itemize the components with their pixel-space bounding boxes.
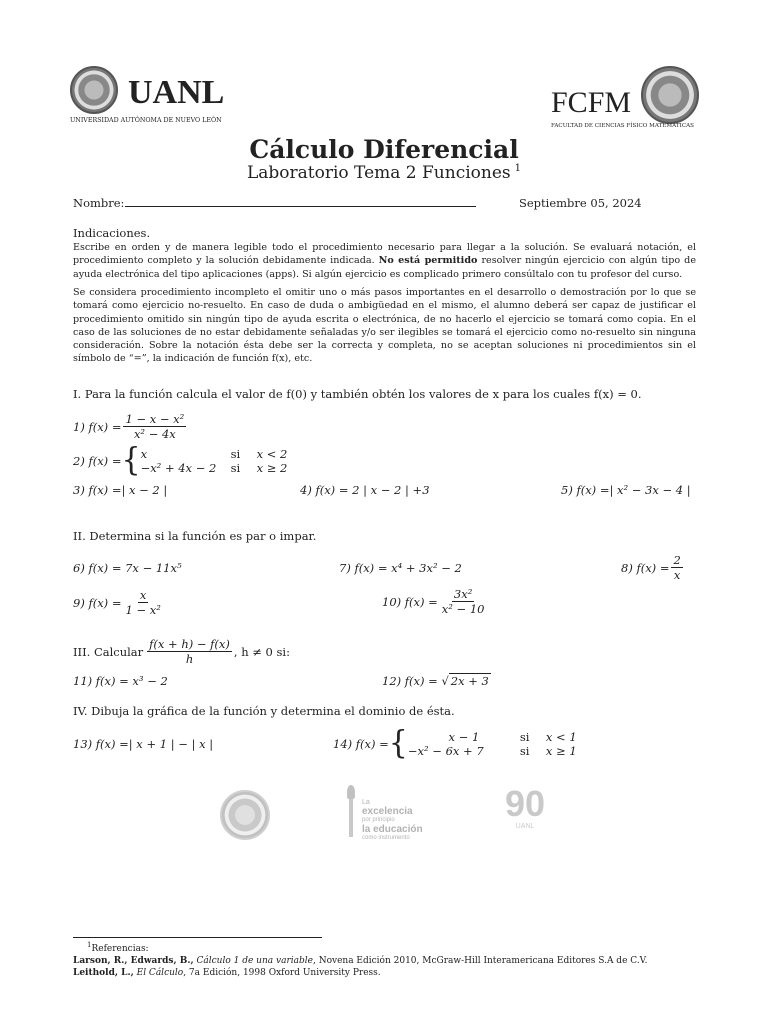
ex1-label: 1) f(x) = <box>73 419 122 434</box>
excelencia-line-3: por principio <box>362 817 395 823</box>
footnote-heading <box>73 939 713 955</box>
instructions-paragraph-1 <box>73 241 696 281</box>
ex9-numerator: x <box>139 588 147 602</box>
exercise-7: 7) f(x) = x⁴ + 3x² − 2 <box>339 561 462 575</box>
excelencia-line-5: como instrumento <box>362 835 410 841</box>
uanl-logo-subtitle: UNIVERSIDAD AUTÓNOMA DE NUEVO LEÓN <box>70 117 222 124</box>
footnote-mark: 1 <box>514 163 522 175</box>
ex1-denominator: x² − 4x <box>133 427 176 441</box>
excelencia-line-4: la educación <box>362 824 423 835</box>
footnote-label: Referencias: <box>91 944 149 954</box>
ex14-r2-cond: x ≥ 1 <box>545 744 577 758</box>
ex14-r1-cond: x < 1 <box>545 730 577 744</box>
exercise-9 <box>73 588 165 617</box>
bottom-logos <box>215 785 555 840</box>
ex1-numerator: 1 − x − x² <box>125 412 185 426</box>
ex14-cases <box>408 730 577 758</box>
ex2-r2-cond: x ≥ 2 <box>256 461 288 475</box>
sqrt-icon: √ <box>441 674 449 688</box>
ex10-fraction <box>440 587 487 616</box>
excelencia-line-1: La <box>362 799 370 806</box>
date-text: Septiembre 05, 2024 <box>519 196 642 210</box>
uanl-seal-icon <box>70 66 118 114</box>
exercise-11: 11) f(x) = x³ − 2 <box>73 674 168 688</box>
uanl-logo-text: UANL <box>128 74 225 111</box>
exercise-13: 13) f(x) =| x + 1 | − | x | <box>73 737 214 751</box>
name-line <box>125 206 476 207</box>
ex12-label: 12) f(x) = <box>382 674 438 688</box>
ex2-r1-si: si <box>230 447 241 461</box>
ex14-r2-si: si <box>519 744 530 758</box>
ex14-label: 14) f(x) = <box>333 737 389 751</box>
reference-1 <box>73 955 713 967</box>
instr-p1-b: resolver ningún ejercicio con algún tipo de ayuda electrónica del tipo aplicaciones (apps). Si algún ejercicio es complicado primero consúltalo con tu profesor del curso. <box>73 255 696 280</box>
exercise-6: 6) f(x) = 7x − 11x⁵ <box>73 561 182 575</box>
exercise-3: 3) f(x) =| x − 2 | <box>73 483 168 497</box>
excelencia-logo <box>362 798 423 843</box>
exercise-8 <box>621 553 685 582</box>
exercise-5: 5) f(x) =| x² − 3x − 4 | <box>561 483 691 497</box>
instructions-paragraph-2: Se considera procedimiento incompleto el omitir uno o más pasos importantes en el desarrollo o demostración por lo que se tomará como ejercicio no-resuelto. En caso de duda o ambigüedad en el mismo, el alumno deberá ser capaz de justificar el procedimiento omitido sin ningún tipo de ayuda escrita o electrónica, de no hacerlo el ejercicio se tomará como copia. En el caso de las soluciones de no estar debidamente señaladas y/o ser ilegibles se tomará el ejercicio como no-resuelto sin ninguna consideración. Sobre la notación ésta debe ser la correcta y completa, no se aceptan soluciones ni procedimientos sin el símbolo de “=”, la indicación de función f(x), etc. <box>73 287 696 365</box>
ex8-denominator: x <box>673 568 681 582</box>
name-label: Nombre: <box>73 196 125 210</box>
ref1-rest: , Novena Edición 2010, McGraw-Hill Interamericana Editores S.A de C.V. <box>312 956 648 966</box>
section-4-heading: IV. Dibuja la gráfica de la función y determina el dominio de ésta. <box>73 704 455 718</box>
ex2-r1-cond: x < 2 <box>256 447 288 461</box>
sec3-numerator: f(x + h) − f(x) <box>149 637 230 651</box>
ex14-r1-expr: x − 1 <box>448 730 480 744</box>
ref2-author: Leithold, L., <box>73 968 134 978</box>
ex9-fraction <box>123 588 162 617</box>
excelencia-line-2: excelencia <box>362 806 413 817</box>
reference-2 <box>73 967 713 979</box>
ex2-r1-expr: x <box>140 447 148 461</box>
exercise-2 <box>73 442 288 479</box>
ex12-radicand: 2x + 3 <box>450 674 489 688</box>
ex2-cases <box>141 447 288 475</box>
ex10-denominator: x² − 10 <box>441 602 485 616</box>
fcfm-logo-text: FCFM <box>551 86 632 119</box>
ref1-author: Larson, R., Edwards, B., <box>73 956 194 966</box>
section-2-heading: II. Determina si la función es par o impar. <box>73 529 317 543</box>
ex2-label: 2) f(x) = <box>73 454 122 468</box>
ex2-r2-si: si <box>230 461 241 475</box>
page-title: Cálculo Diferencial <box>249 135 519 164</box>
ex8-numerator: 2 <box>673 553 681 567</box>
ex9-denominator: 1 − x² <box>125 603 161 617</box>
footnote-number: 1 <box>87 941 92 949</box>
section-1-heading: I. Para la función calcula el valor de f(0) y también obtén los valores de x para los cuales f(x) = 0. <box>73 387 642 401</box>
fcfm-logo <box>549 64 701 130</box>
ex14-brace: { <box>388 725 408 762</box>
subtitle-text: Laboratorio Tema 2 Funciones <box>246 163 511 183</box>
ex8-fraction <box>671 553 682 582</box>
footnote-separator <box>73 937 322 938</box>
exercise-10 <box>382 587 488 616</box>
torch-icon <box>344 785 358 837</box>
exercise-4: 4) f(x) = 2 | x − 2 | +3 <box>300 483 430 497</box>
fcfm-seal-icon <box>641 66 699 124</box>
ex1-fraction <box>123 412 186 441</box>
sec3-denominator: h <box>185 652 194 666</box>
anniversary-logo <box>495 785 555 831</box>
ex8-label: 8) f(x) = <box>621 560 670 575</box>
instr-p1-a: Escribe en orden y de manera legible todo el procedimiento necesario para llegar a la solución. Se evaluará notación, el procedimiento completo y la solución debidamente indicada. <box>73 242 696 267</box>
anniversary-subtitle: UANL <box>515 823 535 830</box>
anniversary-number: 90 <box>504 783 546 824</box>
ex10-label: 10) f(x) = <box>382 594 438 609</box>
ref2-title: El Cálculo <box>136 968 184 978</box>
instructions-heading: Indicaciones. <box>73 226 151 240</box>
section-3-heading <box>73 637 290 666</box>
ex2-r2-expr: −x² + 4x − 2 <box>140 461 217 475</box>
ex14-r2-expr: −x² − 6x + 7 <box>407 744 484 758</box>
sec3-suffix: , h ≠ 0 si: <box>233 644 290 659</box>
exercise-12 <box>382 674 491 688</box>
sec3-fraction <box>147 637 232 666</box>
fcfm-logo-subtitle: FACULTAD DE CIENCIAS FÍSICO MATEMÁTICAS <box>551 123 694 129</box>
uanl-watermark-seal-icon <box>220 790 270 840</box>
sec3-prefix: III. Calcular <box>73 644 144 659</box>
instr-p1-bold: No está permitido <box>378 255 478 267</box>
ex14-r1-si: si <box>519 730 530 744</box>
ref1-title: Cálculo 1 de una variable <box>196 956 313 966</box>
ex10-numerator: 3x² <box>453 587 473 601</box>
ex9-label: 9) f(x) = <box>73 595 122 610</box>
exercise-14 <box>333 725 577 762</box>
ref2-rest: , 7a Edición, 1998 Oxford University Press. <box>183 968 381 978</box>
uanl-logo <box>70 66 230 126</box>
footnote <box>73 939 713 979</box>
ex2-brace: { <box>121 442 141 479</box>
page-subtitle <box>0 163 768 183</box>
exercise-1 <box>73 412 188 441</box>
